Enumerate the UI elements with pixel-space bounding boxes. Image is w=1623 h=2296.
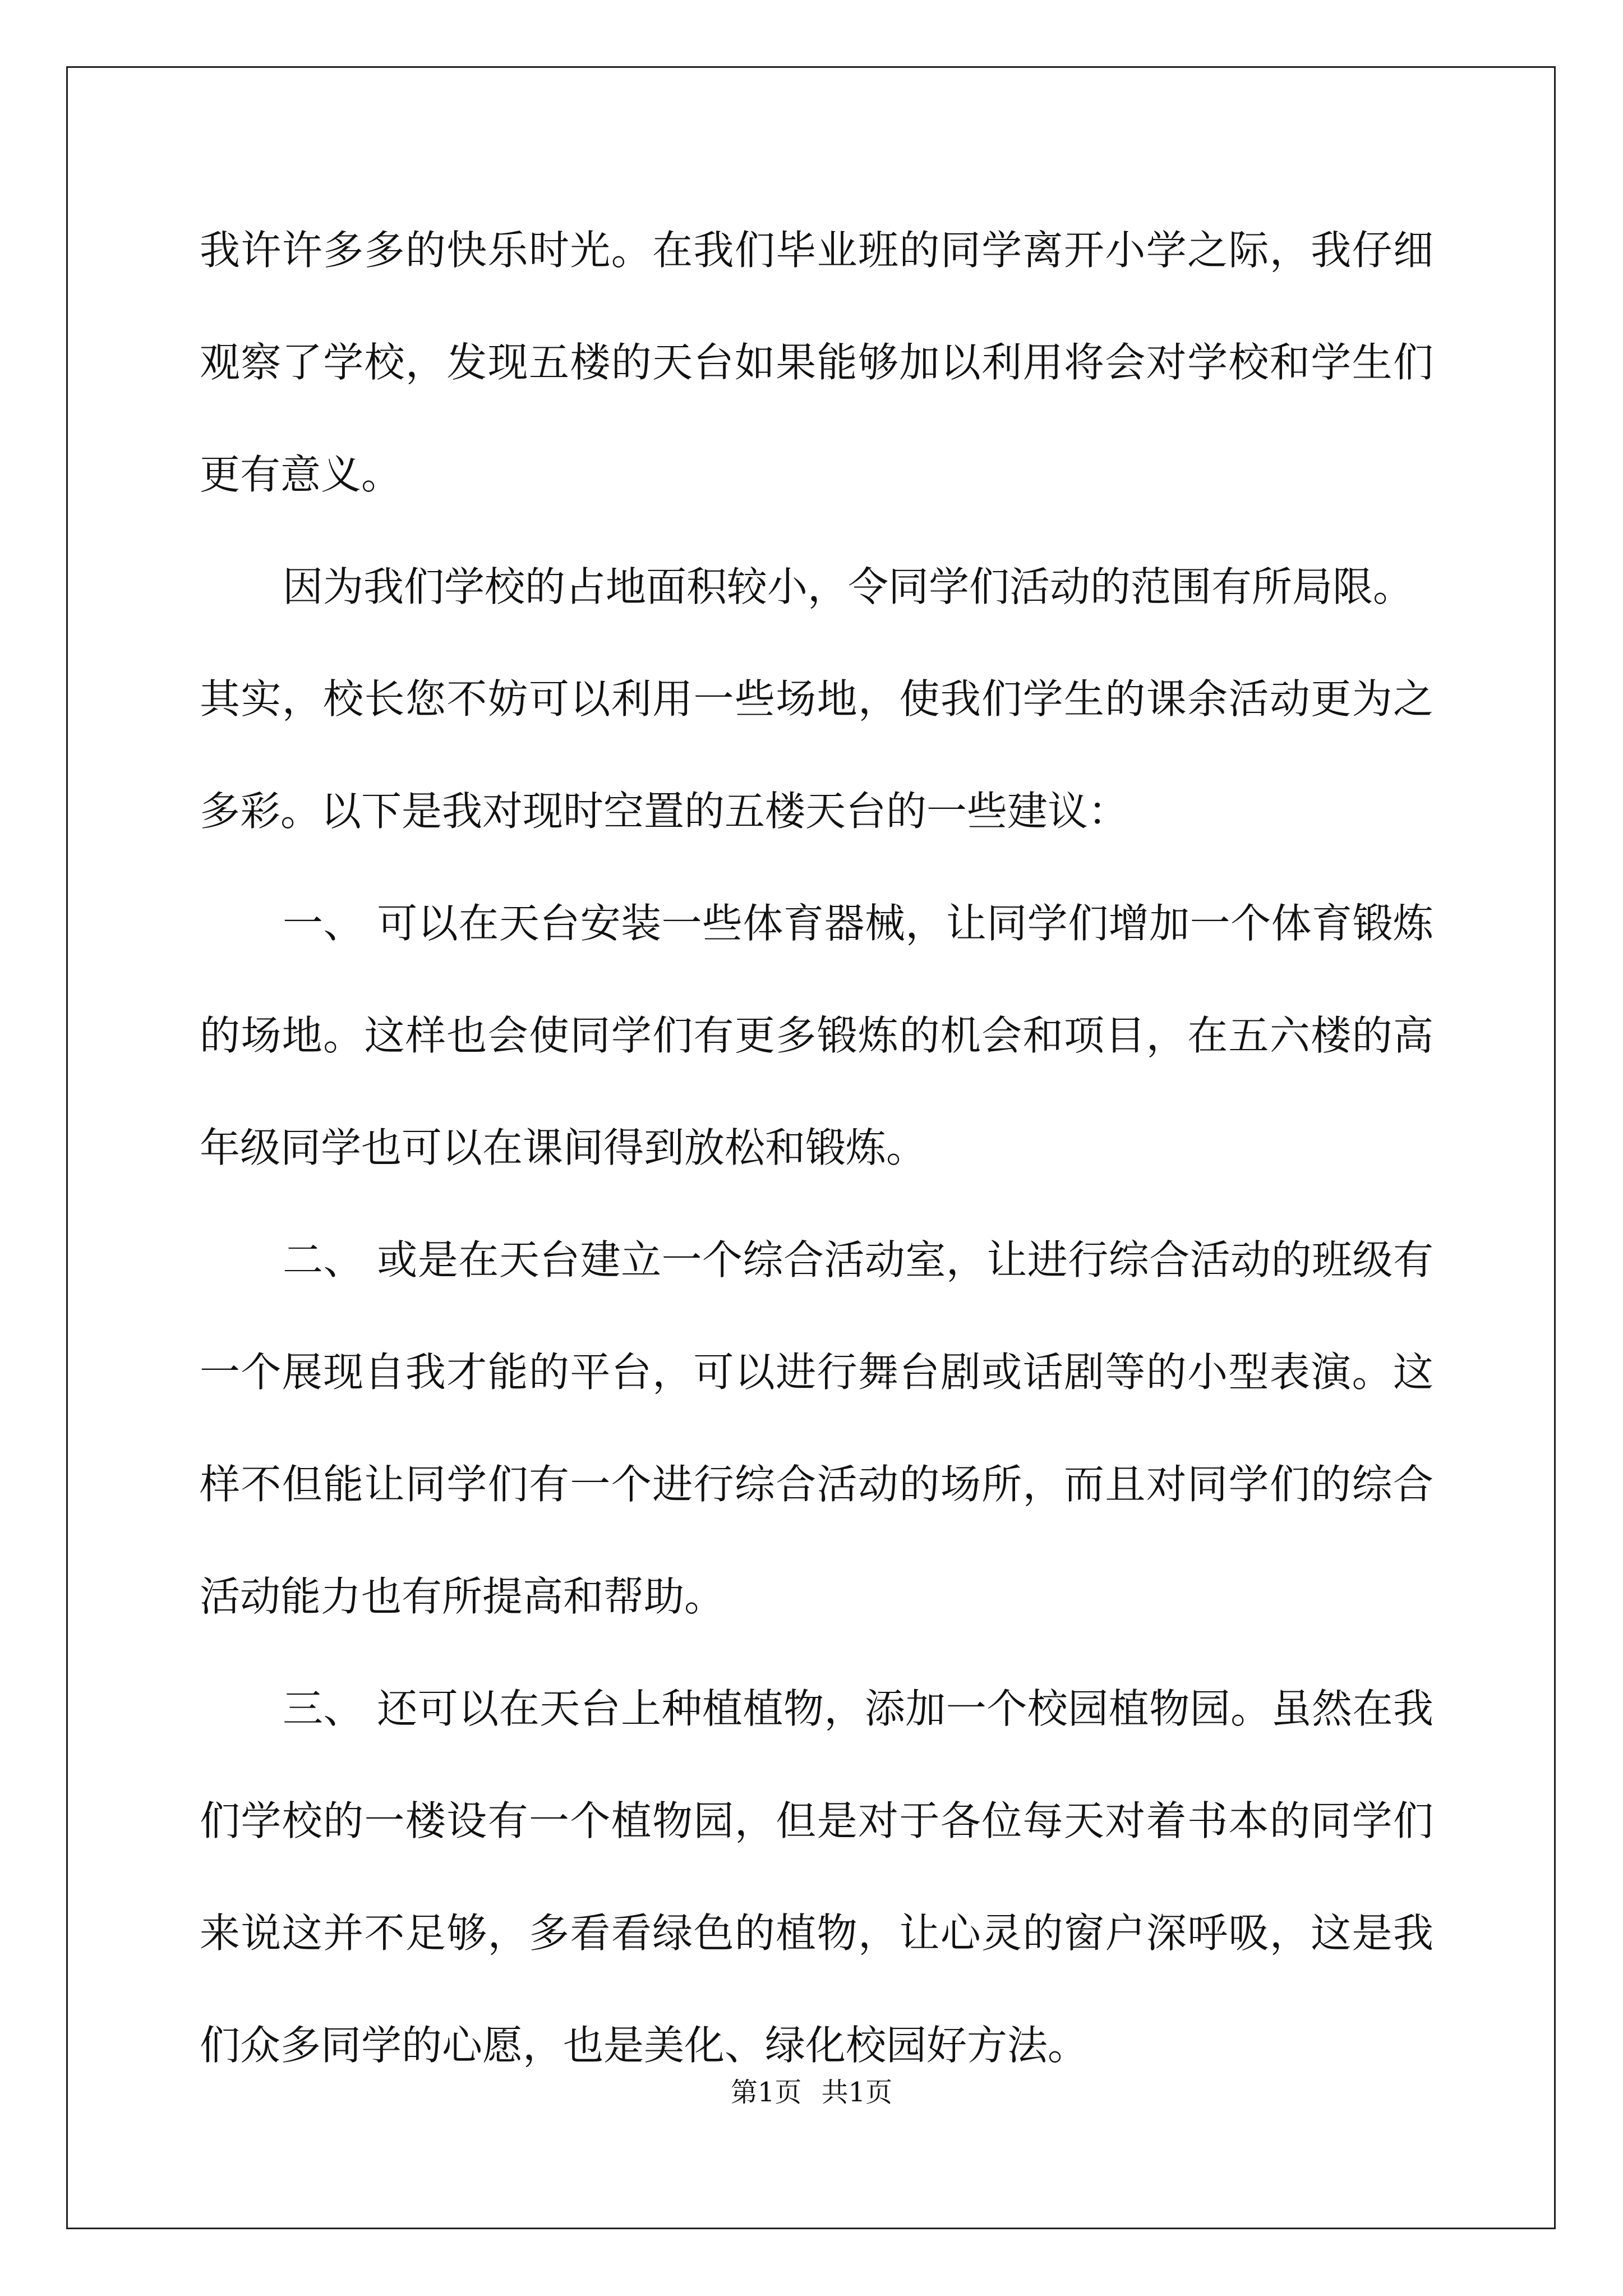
body-text-line: 其实，校长您不妨可以利用一些场地，使我们学生的课余活动更为之 <box>200 675 1433 723</box>
body-text-line: 活动能力也有所提高和帮助。 <box>200 1573 725 1620</box>
body-text-line: 更有意义。 <box>200 451 402 498</box>
body-text-line: 我许许多多的快乐时光。在我们毕业班的同学离开小学之际，我仔细 <box>200 227 1433 274</box>
body-text-line: 多彩。以下是我对现时空置的五楼天台的一些建议： <box>200 788 1129 835</box>
body-text-line: 样不但能让同学们有一个进行综合活动的场所，而且对同学们的综合 <box>200 1461 1433 1508</box>
body-text-line: 一、 可以在天台安装一些体育器械，让同学们增加一个体育锻炼 <box>283 900 1433 947</box>
body-text-line: 三、 还可以在天台上种植植物，添加一个校园植物园。虽然在我 <box>283 1685 1433 1732</box>
body-text-line: 观察了学校，发现五楼的天台如果能够加以利用将会对学校和学生们 <box>200 339 1433 386</box>
page-number: 第1页 <box>730 2077 802 2108</box>
body-text-line: 们众多同学的心愿，也是美化、绿化校园好方法。 <box>200 2022 1089 2069</box>
body-text-line: 一个展现自我才能的平台，可以进行舞台剧或话剧等的小型表演。这 <box>200 1349 1433 1396</box>
body-text-line: 年级同学也可以在课间得到放松和锻炼。 <box>200 1124 927 1171</box>
body-text-line: 们学校的一楼设有一个植物园，但是对于各位每天对着书本的同学们 <box>200 1797 1433 1844</box>
body-text-line: 的场地。这样也会使同学们有更多锻炼的机会和项目，在五六楼的高 <box>200 1012 1433 1059</box>
page-footer <box>0 2076 1623 2109</box>
body-text-line: 因为我们学校的占地面积较小，令同学们活动的范围有所局限。 <box>283 563 1414 610</box>
body-text-line: 二、 或是在天台建立一个综合活动室，让进行综合活动的班级有 <box>283 1236 1433 1283</box>
page-total: 共1页 <box>821 2077 893 2108</box>
body-text-line: 来说这并不足够，多看看绿色的植物，让心灵的窗户深呼吸，这是我 <box>200 1910 1433 1957</box>
